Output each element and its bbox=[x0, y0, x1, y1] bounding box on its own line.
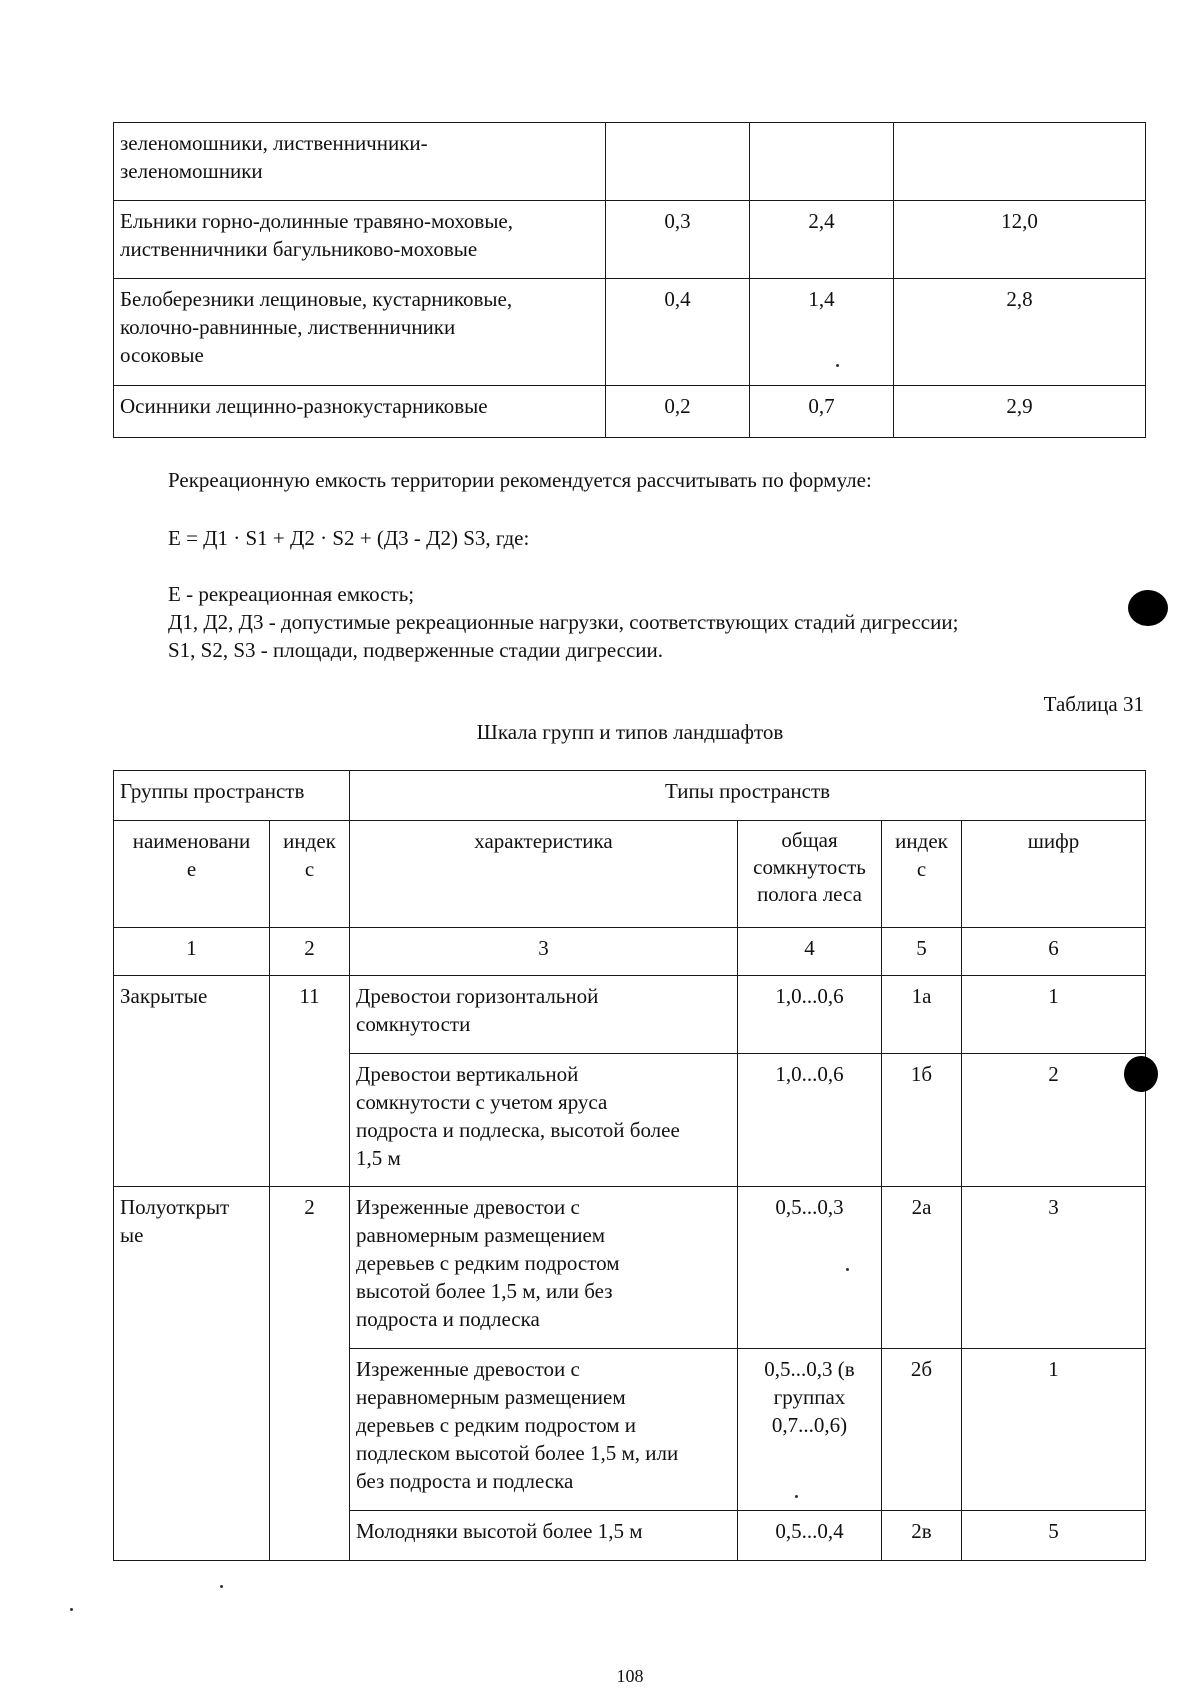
column-number: 4 bbox=[738, 928, 882, 976]
scan-speck bbox=[836, 364, 839, 367]
value-cell: 2,8 bbox=[894, 279, 1146, 386]
value-cell: 0,3 bbox=[606, 201, 750, 279]
scan-speck bbox=[846, 1268, 849, 1271]
table-label: Таблица 31 bbox=[1043, 692, 1144, 716]
value-cell: 0,7 bbox=[750, 386, 894, 438]
type-closure: 0,5...0,4 bbox=[738, 1511, 882, 1561]
value-cell bbox=[606, 123, 750, 201]
type-index: 2б bbox=[882, 1349, 962, 1511]
column-number-row bbox=[114, 928, 1146, 976]
subheader-row bbox=[114, 821, 1146, 928]
definition-e: Е - рекреационная емкость; bbox=[168, 582, 415, 606]
type-code: 2 bbox=[962, 1054, 1146, 1187]
column-number: 2 bbox=[270, 928, 350, 976]
ink-blot bbox=[1128, 590, 1168, 626]
group-name: Закрытые bbox=[114, 976, 270, 1187]
column-number: 1 bbox=[114, 928, 270, 976]
forest-type-cell: Белоберезники лещиновые, кустарниковые, колочно-равнинные, лиственничники осоковые bbox=[114, 279, 606, 386]
type-description: Молодняки высотой более 1,5 м bbox=[350, 1511, 738, 1561]
definition-s: S1, S2, S3 - площади, подверженные стадии дигрессии. bbox=[168, 638, 664, 662]
column-number: 6 bbox=[962, 928, 1146, 976]
type-description: Изреженные древостои с неравномерным размещением деревьев с редким подростом и подлеском высотой более 1,5 м, или без подроста и подлеска bbox=[350, 1349, 738, 1511]
group-name: Полуоткрыт ые bbox=[114, 1187, 270, 1561]
scan-speck bbox=[795, 1495, 798, 1498]
subheader-name: наименовани е bbox=[114, 821, 270, 928]
table-row bbox=[114, 279, 1146, 386]
header-groups: Группы пространств bbox=[114, 771, 350, 821]
formula: Е = Д1 · S1 + Д2 · S2 + (Д3 - Д2) S3, где: bbox=[168, 526, 530, 550]
type-index: 1а bbox=[882, 976, 962, 1054]
header-row bbox=[114, 771, 1146, 821]
column-number: 3 bbox=[350, 928, 738, 976]
group-index: 2 bbox=[270, 1187, 350, 1561]
value-cell bbox=[894, 123, 1146, 201]
landscape-scale-table bbox=[113, 770, 1146, 1561]
recreation-load-table bbox=[113, 122, 1146, 438]
page-number: 108 bbox=[616, 1666, 644, 1686]
type-code: 3 bbox=[962, 1187, 1146, 1349]
table-row bbox=[114, 1187, 1146, 1349]
table-row bbox=[114, 976, 1146, 1054]
type-closure: 1,0...0,6 bbox=[738, 976, 882, 1054]
subheader-code: шифр bbox=[962, 821, 1146, 928]
type-description: Древостои горизонтальной сомкнутости bbox=[350, 976, 738, 1054]
value-cell bbox=[750, 123, 894, 201]
value-cell: 0,4 bbox=[606, 279, 750, 386]
value-cell: 12,0 bbox=[894, 201, 1146, 279]
type-index: 1б bbox=[882, 1054, 962, 1187]
type-code: 5 bbox=[962, 1511, 1146, 1561]
scan-speck bbox=[220, 1585, 223, 1588]
type-index: 2в bbox=[882, 1511, 962, 1561]
forest-type-cell: зеленомошники, лиственничники- зеленомошники bbox=[114, 123, 606, 201]
type-description: Древостои вертикальной сомкнутости с учетом яруса подроста и подлеска, высотой более 1,5 м bbox=[350, 1054, 738, 1187]
subheader-characteristic: характеристика bbox=[350, 821, 738, 928]
header-types: Типы пространств bbox=[350, 771, 1146, 821]
type-closure: 1,0...0,6 bbox=[738, 1054, 882, 1187]
forest-type-cell: Ельники горно-долинные травяно-моховые, лиственничники багульниково-моховые bbox=[114, 201, 606, 279]
subheader-index: индек с bbox=[270, 821, 350, 928]
type-closure: 0,5...0,3 bbox=[738, 1187, 882, 1349]
value-cell: 1,4 bbox=[750, 279, 894, 386]
formula-intro: Рекреационную емкость территории рекомендуется рассчитывать по формуле: bbox=[168, 468, 872, 492]
table-row bbox=[114, 123, 1146, 201]
type-code: 1 bbox=[962, 976, 1146, 1054]
group-index: 11 bbox=[270, 976, 350, 1187]
ink-blot bbox=[1124, 1056, 1158, 1092]
type-code: 1 bbox=[962, 1349, 1146, 1511]
table-row bbox=[114, 201, 1146, 279]
table-row bbox=[114, 386, 1146, 438]
type-index: 2а bbox=[882, 1187, 962, 1349]
type-description: Изреженные древостои с равномерным размещением деревьев с редким подростом высотой более 1,5 м, или без подроста и подлеска bbox=[350, 1187, 738, 1349]
value-cell: 2,4 bbox=[750, 201, 894, 279]
value-cell: 2,9 bbox=[894, 386, 1146, 438]
definition-d: Д1, Д2, Д3 - допустимые рекреационные нагрузки, соответствующих стадий дигрессии; bbox=[168, 610, 959, 634]
value-cell: 0,2 bbox=[606, 386, 750, 438]
subheader-index-2: индек с bbox=[882, 821, 962, 928]
subheader-closure: общая сомкнутость полога леса bbox=[738, 821, 882, 928]
scan-speck bbox=[70, 1608, 73, 1611]
type-closure: 0,5...0,3 (в группах 0,7...0,6) bbox=[738, 1349, 882, 1511]
column-number: 5 bbox=[882, 928, 962, 976]
forest-type-cell: Осинники лещинно-разнокустарниковые bbox=[114, 386, 606, 438]
table-title: Шкала групп и типов ландшафтов bbox=[476, 720, 784, 744]
